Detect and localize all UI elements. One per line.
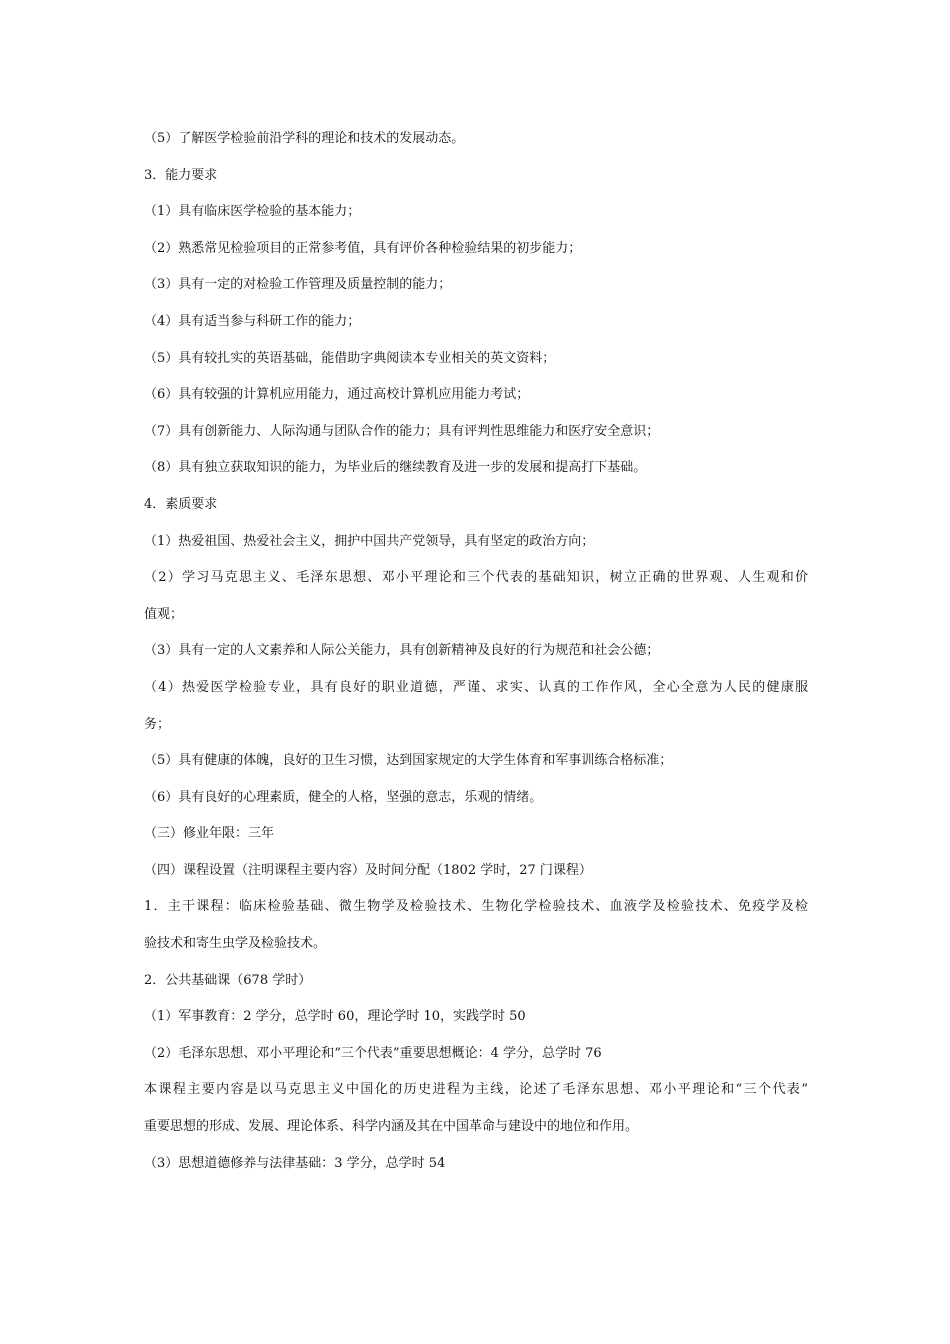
section-heading-quality: 4．素质要求	[144, 496, 218, 512]
text-line: （1）军事教育：2 学分，总学时 60，理论学时 10，实践学时 50	[144, 1009, 526, 1025]
text-line: （5）具有较扎实的英语基础，能借助字典阅读本专业相关的英文资料；	[144, 350, 556, 366]
text-line: 本课程主要内容是以马克思主义中国化的历史进程为主线，论述了毛泽东思想、邓小平理论和“三个代表”	[144, 1082, 808, 1098]
text-line: （2）学习马克思主义、毛泽东思想、邓小平理论和三个代表的基础知识，树立正确的世界观、人生观和价	[144, 570, 808, 586]
text-line: （4）热爱医学检验专业，具有良好的职业道德，严谨、求实、认真的工作作风，全心全意为人民的健康服	[144, 679, 808, 695]
text-line: （6）具有较强的计算机应用能力，通过高校计算机应用能力考试；	[144, 387, 530, 403]
text-line: （4）具有适当参与科研工作的能力；	[144, 313, 361, 329]
text-line: （3）具有一定的人文素养和人际公关能力，具有创新精神及良好的行为规范和社会公德；	[144, 643, 660, 659]
text-line: （1）热爱祖国、热爱社会主义，拥护中国共产党领导，具有坚定的政治方向；	[144, 533, 595, 549]
text-line: 重要思想的形成、发展、理论体系、科学内涵及其在中国革命与建设中的地位和作用。	[144, 1119, 639, 1135]
text-line: （7）具有创新能力、人际沟通与团队合作的能力；具有评判性思维能力和医疗安全意识；	[144, 423, 660, 439]
section-heading-public-courses: 2．公共基础课（678 学时）	[144, 972, 312, 988]
text-line: （6）具有良好的心理素质，健全的人格，坚强的意志，乐观的情绪。	[144, 789, 543, 805]
text-line: （3）具有一定的对检验工作管理及质量控制的能力；	[144, 277, 452, 293]
section-heading-ability: 3．能力要求	[144, 167, 218, 183]
text-line: （3）思想道德修养与法律基础：3 学分，总学时 54	[144, 1155, 446, 1171]
section-heading-curriculum: （四）课程设置（注明课程主要内容）及时间分配（1802 学时，27 门课程）	[144, 862, 592, 878]
text-line: 务；	[144, 716, 171, 732]
text-line: （5）具有健康的体魄，良好的卫生习惯，达到国家规定的大学生体育和军事训练合格标准；	[144, 753, 673, 769]
text-line: （1）具有临床医学检验的基本能力；	[144, 204, 361, 220]
document-body	[144, 121, 808, 1182]
text-line: 验技术和寄生虫学及检验技术。	[144, 936, 327, 952]
text-line: （5）了解医学检验前沿学科的理论和技术的发展动态。	[144, 131, 465, 146]
text-line: （8）具有独立获取知识的能力，为毕业后的继续教育及进一步的发展和提高打下基础。	[144, 460, 647, 476]
text-line: （2）毛泽东思想、邓小平理论和“三个代表”重要思想概论：4 学分，总学时 76	[144, 1045, 602, 1061]
text-line: 值观；	[144, 606, 184, 622]
section-heading-duration: （三）修业年限：三年	[144, 826, 275, 842]
text-line: 1．主干课程：临床检验基础、微生物学及检验技术、生物化学检验技术、血液学及检验技术、免疫学及检	[144, 899, 808, 915]
text-line: （2）熟悉常见检验项目的正常参考值，具有评价各种检验结果的初步能力；	[144, 240, 582, 256]
